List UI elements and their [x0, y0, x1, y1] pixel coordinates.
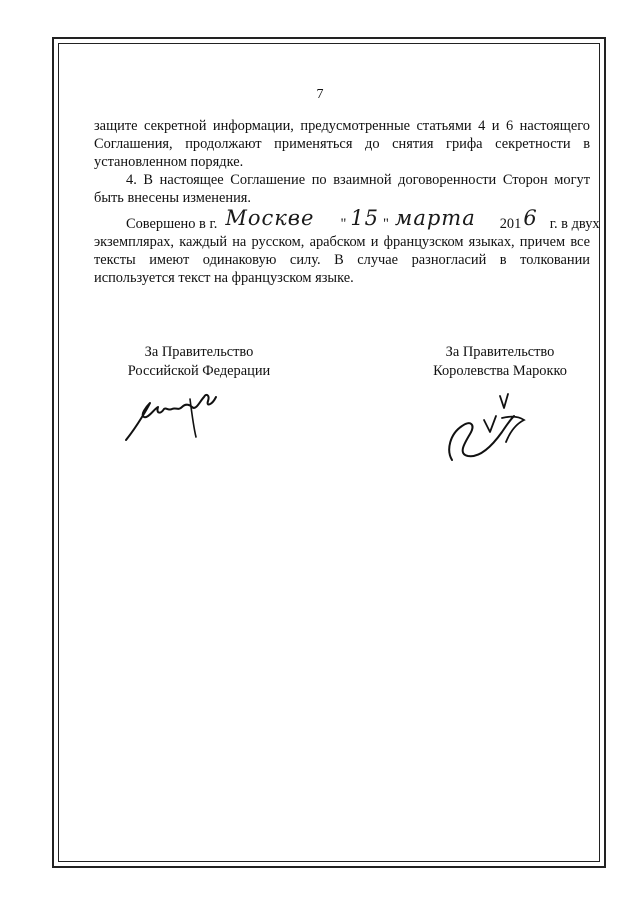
done-at-suffix: г. в двух: [549, 216, 600, 232]
done-at-line: [94, 206, 600, 233]
signatory-line: За Правительство: [445, 344, 555, 360]
page-number: 7: [316, 87, 324, 102]
text-line: тексты имеют одинаковую силу. В случае разногласий в толковании: [94, 252, 590, 268]
text-line: защите секретной информации, предусмотренные статьями 4 и 6 настоящего: [94, 118, 590, 134]
handwritten-day: 15: [350, 206, 380, 230]
signatory-line: Российской Федерации: [127, 363, 271, 379]
text-line: экземплярах, каждый на русском, арабском и французском языках, причем все: [94, 234, 590, 250]
paragraph-amendments: [94, 171, 590, 207]
year-prefix: 201: [499, 216, 522, 232]
text-line: 4. В настоящее Соглашение по взаимной договоренности Сторон могут: [126, 172, 590, 188]
signature-russia: [120, 385, 230, 445]
text-line: используется текст на французском языке.: [94, 270, 354, 286]
signatory-russia: [104, 343, 294, 381]
signature-morocco: [440, 390, 530, 470]
signatory-morocco: [400, 343, 600, 381]
signatory-line: Королевства Марокко: [433, 363, 567, 379]
quote-open: ": [340, 216, 347, 232]
handwritten-city: Москве: [225, 206, 315, 230]
paragraph-secrecy: [94, 117, 590, 171]
text-line: установленном порядке.: [94, 154, 244, 170]
paragraph-done-at: [94, 206, 600, 287]
done-at-prefix: Совершено в г.: [126, 216, 218, 232]
signatory-line: За Правительство: [144, 344, 254, 360]
text-line: Соглашения, продолжают применяться до снятия грифа секретности в: [94, 136, 590, 152]
text-line: быть внесены изменения.: [94, 190, 251, 206]
handwritten-year-digit: 6: [523, 206, 538, 230]
handwritten-month: марта: [394, 206, 476, 230]
quote-close: ": [383, 216, 389, 232]
